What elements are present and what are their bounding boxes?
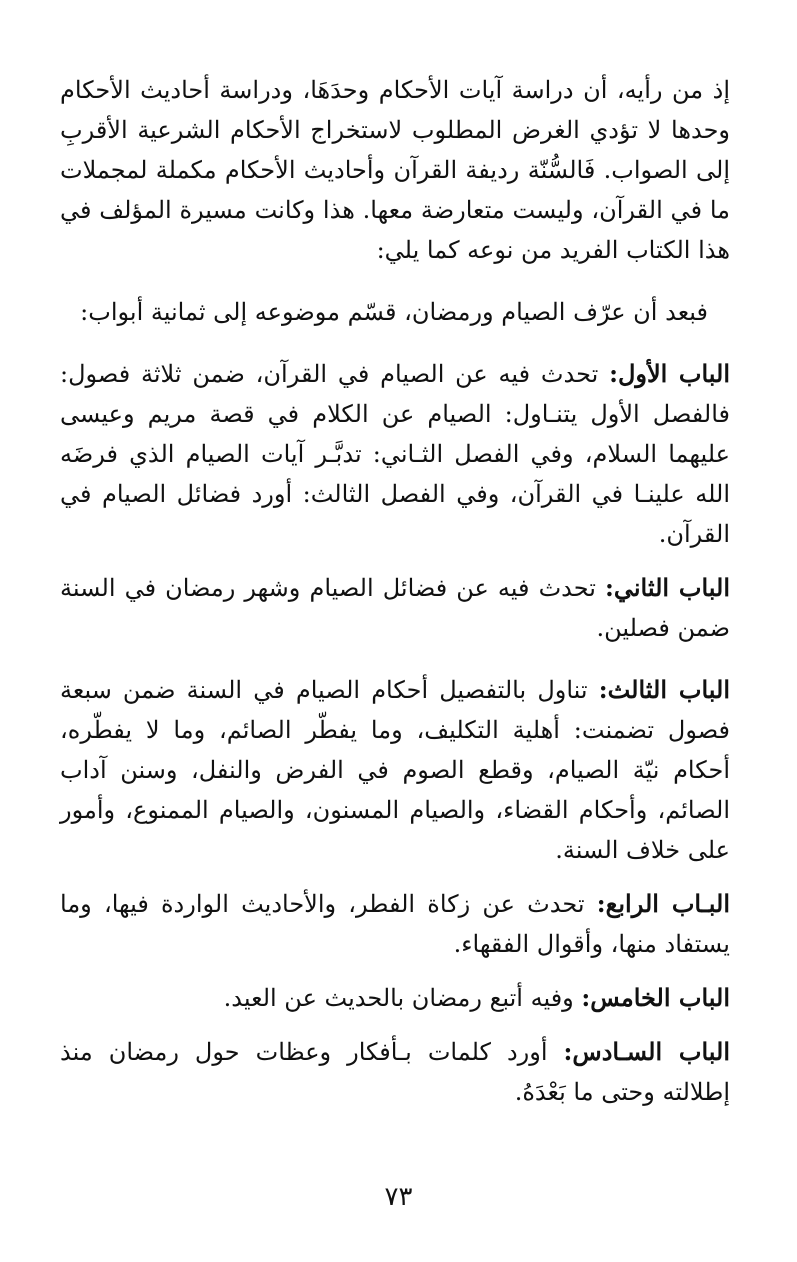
chapter-5-paragraph	[60, 978, 730, 1018]
chapter-3-text: تناول بالتفصيل أحكام الصيام في السنة ضمن سبعة فصول تضمنت: أهلية التكليف، وما يفطّر الصائم، وما لا يفطّره، أحكام نيّة الصيام، وقطع الصوم في الفرض والنفل، وسنن آداب الصائم، وأحكام القضاء، والصيام المسنون، والصيام الممنوع، وأمور على خلاف السنة.	[60, 676, 730, 864]
chapter-6-text: أورد كلمات بـأفكار وعظات حول رمضان منذ إطلالته وحتى ما بَعْدَهُ.	[60, 1038, 730, 1106]
chapter-4-heading: البـاب الرابع:	[596, 889, 731, 918]
chapter-1-text: تحدث فيه عن الصيام في القرآن، ضمن ثلاثة فصول: فالفصل الأول يتنـاول: الصيام عن الكلام في قصة مريم وعيسى عليهما السلام، وفي الفصل الثـاني: تدبَّـر آيات الصيام الذي فرضَه الله علينـا في القرآن، وفي الفصل الثالث: أورد فضائل الصيام في القرآن.	[60, 360, 730, 548]
chapter-2-paragraph	[60, 568, 730, 648]
chapter-5-heading: الباب الخامس:	[581, 983, 730, 1012]
division-paragraph: فبعد أن عرّف الصيام ورمضان، قسّم موضوعه إلى ثمانية أبواب:	[80, 298, 708, 326]
chapter-2-text: تحدث فيه عن فضائل الصيام وشهر رمضان في السنة ضمن فصلين.	[60, 574, 730, 642]
chapter-4-text: تحدث عن زكاة الفطر، والأحاديث الواردة فيها، وما يستفاد منها، وأقوال الفقهاء.	[60, 890, 730, 958]
chapter-3-paragraph	[60, 670, 730, 870]
chapter-1-paragraph	[60, 354, 730, 554]
chapter-6-paragraph	[60, 1032, 730, 1112]
page-body	[60, 70, 730, 1112]
chapter-5-text: وفيه أتبع رمضان بالحديث عن العيد.	[223, 984, 582, 1012]
chapter-6-heading: الباب السـادس:	[563, 1037, 730, 1066]
page-number: ٧٣	[384, 1182, 413, 1212]
chapter-3-heading: الباب الثالث:	[598, 675, 730, 704]
chapter-4-paragraph	[60, 884, 730, 964]
chapter-1-heading: الباب الأول:	[609, 359, 730, 388]
intro-paragraph: إذ من رأيه، أن دراسة آيات الأحكام وحدَهَا، ودراسة أحاديث الأحكام وحدها لا تؤدي الغرض المطلوب لاستخراج الأحكام الشرعية الأقربِ إلى الصواب. فَالسُّنّة رديفة القرآن وأحاديث الأحكام مكملة لمجملات ما في القرآن، وليست متعارضة معها. هذا وكانت مسيرة المؤلف في هذا الكتاب الفريد من نوعه كما يلي:	[60, 76, 730, 264]
chapter-2-heading: الباب الثاني:	[605, 573, 731, 602]
